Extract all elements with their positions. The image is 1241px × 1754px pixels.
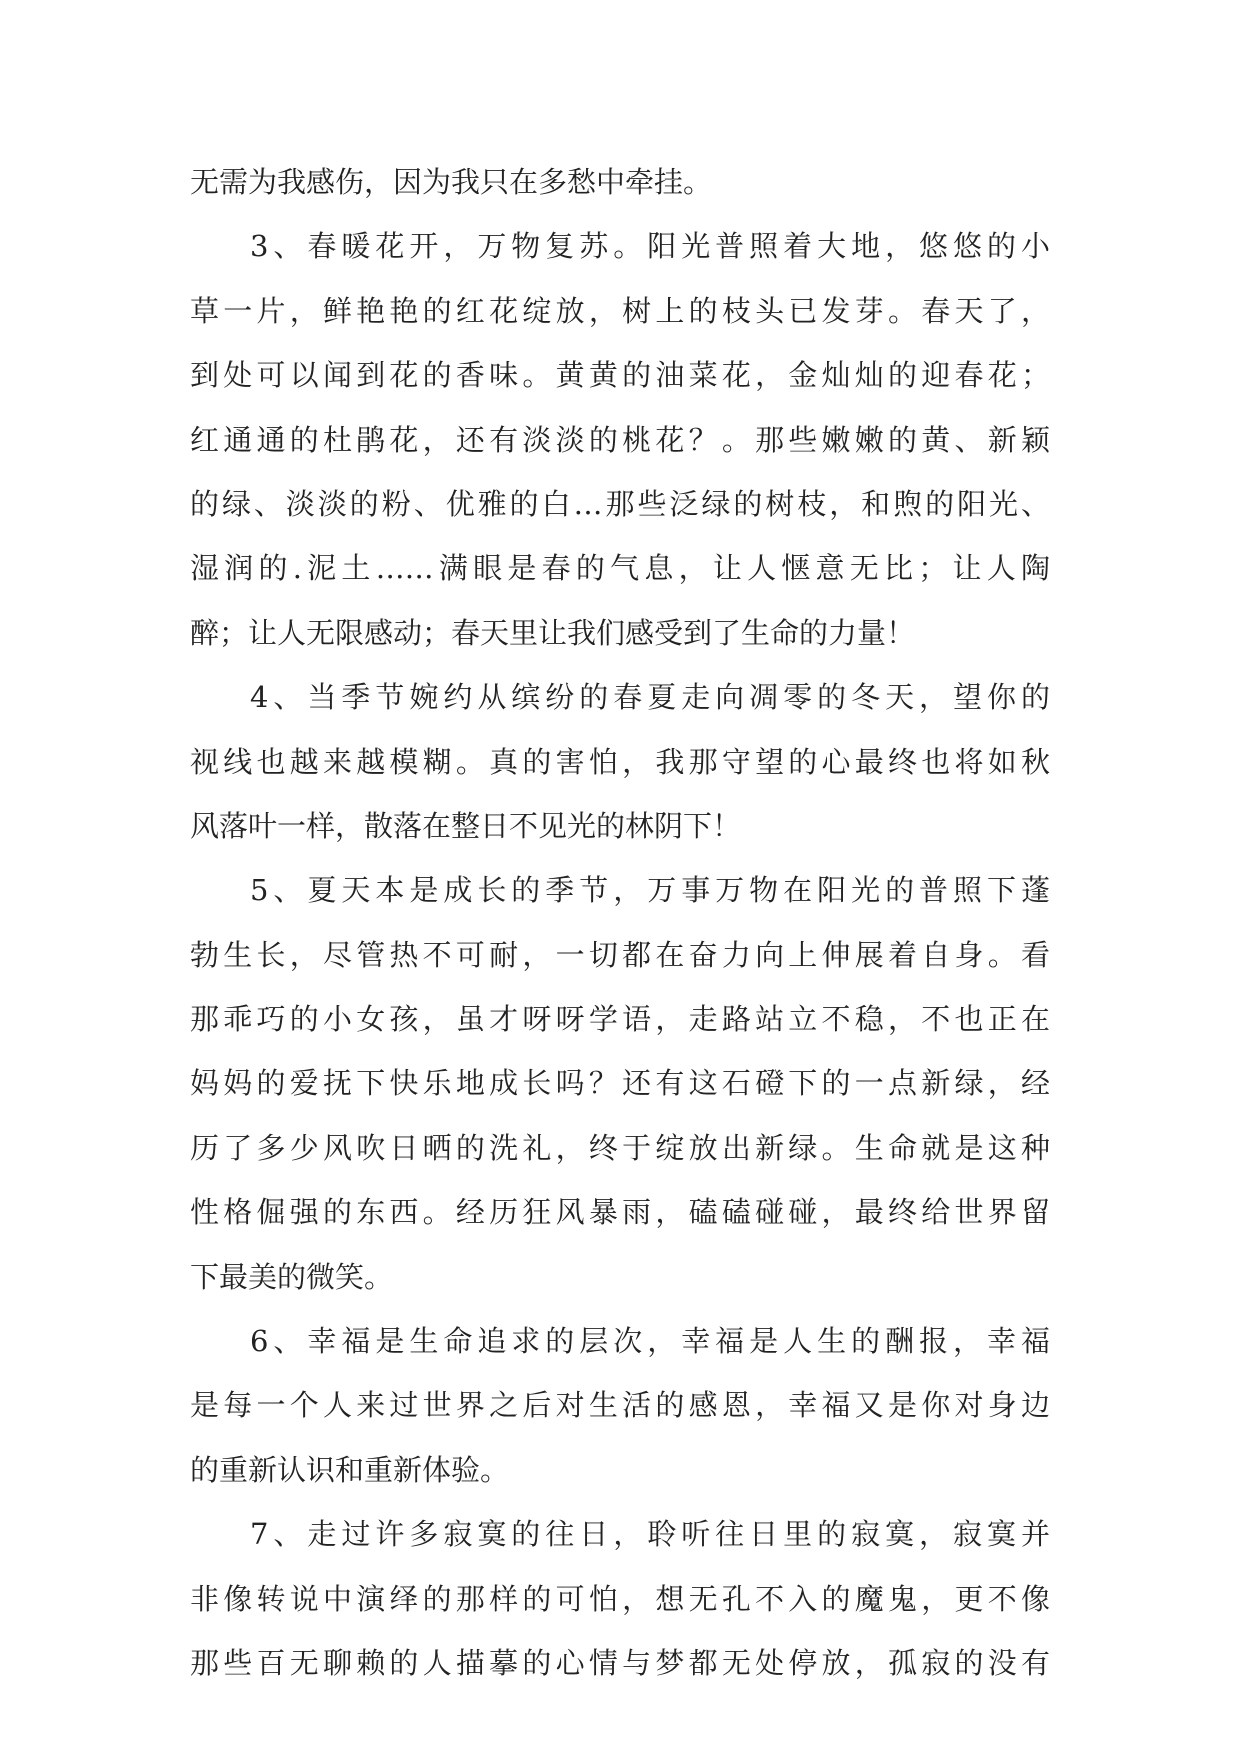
text-line: 勃生长，尽管热不可耐，一切都在奋力向上伸展着自身。看	[190, 937, 1050, 972]
text-line: 5、夏天本是成长的季节，万事万物在阳光的普照下蓬	[250, 873, 1050, 908]
text-line: 历了多少风吹日晒的洗礼，终于绽放出新绿。生命就是这种	[190, 1130, 1050, 1165]
text-line: 的绿、淡淡的粉、优雅的白…那些泛绿的树枝，和煦的阳光、	[190, 486, 1050, 521]
text-line: 的重新认识和重新体验。	[190, 1452, 510, 1487]
text-line: 4、当季节婉约从缤纷的春夏走向凋零的冬天，望你的	[250, 680, 1050, 715]
text-line: 3、春暖花开，万物复苏。阳光普照着大地，悠悠的小	[250, 229, 1050, 264]
text-line: 到处可以闻到花的香味。黄黄的油菜花，金灿灿的迎春花；	[190, 358, 1050, 393]
text-line: 无需为我感伤，因为我只在多愁中牵挂。	[190, 165, 713, 199]
document-body	[190, 150, 1050, 1695]
text-line: 红通通的杜鹃花，还有淡淡的桃花？。那些嫩嫩的黄、新颖	[190, 422, 1050, 457]
text-line: 6、幸福是生命追求的层次，幸福是人生的酬报，幸福	[250, 1324, 1050, 1359]
text-line: 下最美的微笑。	[190, 1259, 394, 1294]
text-line: 草一片，鲜艳艳的红花绽放，树上的枝头已发芽。春天了，	[190, 293, 1050, 328]
text-line: 醉；让人无限感动；春天里让我们感受到了生命的力量！	[190, 615, 916, 650]
text-line: 是每一个人来过世界之后对生活的感恩，幸福又是你对身边	[190, 1388, 1050, 1423]
text-line: 视线也越来越模糊。真的害怕，我那守望的心最终也将如秋	[190, 744, 1050, 779]
text-line: 风落叶一样，散落在整日不见光的林阴下！	[190, 808, 742, 843]
text-line: 7、走过许多寂寞的往日，聆听往日里的寂寞，寂寞并	[250, 1517, 1050, 1552]
text-line: 湿润的.泥土……满眼是春的气息，让人惬意无比；让人陶	[190, 551, 1050, 586]
text-line: 性格倔强的东西。经历狂风暴雨，磕磕碰碰，最终给世界留	[190, 1195, 1050, 1230]
text-line: 非像转说中演绎的那样的可怕，想无孔不入的魔鬼，更不像	[190, 1581, 1050, 1616]
text-line: 妈妈的爱抚下快乐地成长吗？还有这石磴下的一点新绿，经	[190, 1066, 1050, 1101]
text-line: 那些百无聊赖的人描摹的心情与梦都无处停放，孤寂的没有	[190, 1645, 1050, 1680]
text-line: 那乖巧的小女孩，虽才呀呀学语，走路站立不稳，不也正在	[190, 1002, 1050, 1037]
